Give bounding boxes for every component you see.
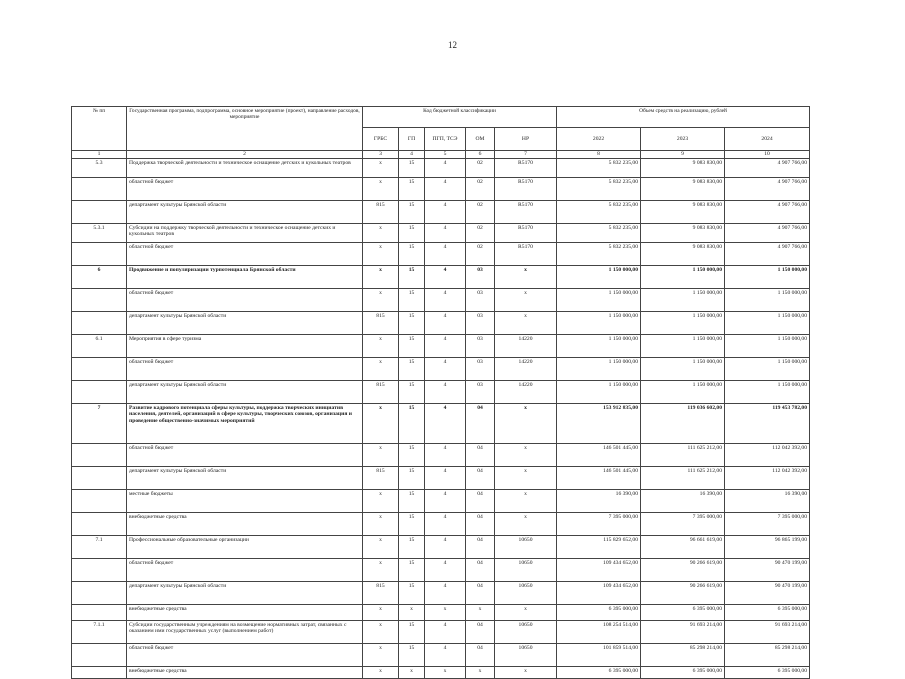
row-number	[72, 357, 127, 380]
col-number: 5	[425, 151, 466, 159]
code-nr: х	[495, 311, 557, 334]
row-number: 5.3.1	[72, 223, 127, 242]
row-number	[72, 242, 127, 265]
code-om: 04	[466, 489, 495, 512]
table-row	[72, 200, 810, 223]
header-row-1	[72, 107, 810, 128]
amount-2022: 109 434 652,00	[557, 581, 641, 604]
code-om: 02	[466, 223, 495, 242]
amount-2022: 7 395 000,00	[557, 512, 641, 535]
col-number: 8	[557, 151, 641, 159]
code-om: 02	[466, 200, 495, 223]
amount-2023: 9 083 830,00	[641, 200, 725, 223]
code-om: 04	[466, 535, 495, 558]
code-pgp: 4	[425, 223, 466, 242]
amount-2024: 119 453 782,00	[725, 403, 810, 443]
table-row	[72, 489, 810, 512]
amount-2024: 85 298 214,00	[725, 643, 810, 666]
code-pgp: 4	[425, 177, 466, 200]
code-nr: х	[495, 466, 557, 489]
code-gp: 15	[399, 158, 425, 177]
code-pgp: 4	[425, 512, 466, 535]
header-name: Государственная программа, подпрограмма, основное мероприятие (проект), направление расходов, мероприятие	[127, 107, 363, 151]
row-number: 6.1	[72, 334, 127, 357]
code-gp: 15	[399, 223, 425, 242]
code-gp: 15	[399, 403, 425, 443]
code-gp: 15	[399, 200, 425, 223]
amount-2024: 90 470 199,00	[725, 558, 810, 581]
amount-2023: 9 083 830,00	[641, 177, 725, 200]
code-gp: 15	[399, 288, 425, 311]
header-code-nr: НР	[495, 128, 557, 151]
row-number: 6	[72, 265, 127, 288]
code-pgp: 4	[425, 334, 466, 357]
code-grbs: х	[363, 403, 399, 443]
code-om: 02	[466, 242, 495, 265]
col-number: 9	[641, 151, 725, 159]
col-number: 10	[725, 151, 810, 159]
code-nr: 14220	[495, 380, 557, 403]
code-om: 02	[466, 158, 495, 177]
amount-2022: 5 832 235,00	[557, 158, 641, 177]
row-number	[72, 643, 127, 666]
amount-2024: 4 907 766,00	[725, 242, 810, 265]
row-name: внебюджетные средства	[127, 512, 363, 535]
row-number	[72, 177, 127, 200]
code-grbs: х	[363, 223, 399, 242]
code-gp: х	[399, 604, 425, 620]
amount-2023: 119 036 602,00	[641, 403, 725, 443]
row-name: департамент культуры Брянской области	[127, 200, 363, 223]
code-om: 03	[466, 334, 495, 357]
row-name: департамент культуры Брянской области	[127, 581, 363, 604]
amount-2022: 109 434 652,00	[557, 558, 641, 581]
code-pgp: х	[425, 666, 466, 678]
row-number	[72, 489, 127, 512]
table-row	[72, 357, 810, 380]
amount-2023: 9 083 830,00	[641, 158, 725, 177]
amount-2024: 7 395 000,00	[725, 512, 810, 535]
col-number: 7	[495, 151, 557, 159]
code-pgp: 4	[425, 643, 466, 666]
row-number: 5.3	[72, 158, 127, 177]
header-code-pgp: ПГП, ТСЭ	[425, 128, 466, 151]
code-nr: 10650	[495, 535, 557, 558]
code-grbs: 815	[363, 200, 399, 223]
code-nr: R5170	[495, 242, 557, 265]
code-grbs: х	[363, 512, 399, 535]
amount-2024: 4 907 766,00	[725, 223, 810, 242]
row-number	[72, 558, 127, 581]
amount-2024: 1 150 000,00	[725, 311, 810, 334]
amount-2022: 1 150 000,00	[557, 357, 641, 380]
col-number: 6	[466, 151, 495, 159]
code-grbs: х	[363, 666, 399, 678]
code-pgp: 4	[425, 380, 466, 403]
row-name: Профессиональные образовательные организации	[127, 535, 363, 558]
amount-2023: 1 150 000,00	[641, 357, 725, 380]
code-om: 04	[466, 466, 495, 489]
code-pgp: 4	[425, 311, 466, 334]
code-nr: 10650	[495, 581, 557, 604]
code-grbs: х	[363, 177, 399, 200]
code-nr: R5170	[495, 177, 557, 200]
row-number	[72, 512, 127, 535]
amount-2022: 101 859 514,00	[557, 643, 641, 666]
amount-2022: 5 832 235,00	[557, 200, 641, 223]
table-row	[72, 177, 810, 200]
code-gp: х	[399, 666, 425, 678]
code-grbs: х	[363, 265, 399, 288]
code-grbs: х	[363, 242, 399, 265]
amount-2022: 1 150 000,00	[557, 311, 641, 334]
amount-2023: 1 150 000,00	[641, 265, 725, 288]
amount-2023: 1 150 000,00	[641, 380, 725, 403]
amount-2023: 111 625 212,00	[641, 443, 725, 466]
amount-2024: 1 150 000,00	[725, 380, 810, 403]
amount-2022: 5 832 235,00	[557, 242, 641, 265]
row-number: 7.1	[72, 535, 127, 558]
table-row	[72, 288, 810, 311]
col-number: 3	[363, 151, 399, 159]
code-pgp: 4	[425, 288, 466, 311]
col-number: 4	[399, 151, 425, 159]
row-name: Развитие кадрового потенциала сферы культуры, поддержка творческих инициатив населения, деятелей, организаций в сфере культуры, творческих союзов, организация и проведение общественно-значимых мероприятий	[127, 403, 363, 443]
amount-2023: 1 150 000,00	[641, 334, 725, 357]
table-row	[72, 512, 810, 535]
amount-2022: 146 501 445,00	[557, 443, 641, 466]
table-row	[72, 403, 810, 443]
amount-2023: 9 083 830,00	[641, 223, 725, 242]
header-year-2024: 2024	[725, 128, 810, 151]
amount-2024: 6 395 000,00	[725, 666, 810, 678]
table-row	[72, 158, 810, 177]
code-grbs: х	[363, 604, 399, 620]
amount-2024: 4 907 766,00	[725, 158, 810, 177]
code-om: х	[466, 604, 495, 620]
code-pgp: 4	[425, 443, 466, 466]
code-grbs: х	[363, 558, 399, 581]
amount-2024: 90 470 199,00	[725, 581, 810, 604]
code-om: 03	[466, 357, 495, 380]
code-grbs: х	[363, 643, 399, 666]
code-gp: 15	[399, 466, 425, 489]
amount-2023: 6 395 000,00	[641, 666, 725, 678]
code-gp: 15	[399, 334, 425, 357]
code-grbs: х	[363, 357, 399, 380]
code-om: 04	[466, 403, 495, 443]
header-num: № пп	[72, 107, 127, 151]
row-name: внебюджетные средства	[127, 666, 363, 678]
code-pgp: 4	[425, 242, 466, 265]
amount-2023: 1 150 000,00	[641, 311, 725, 334]
amount-2022: 6 395 000,00	[557, 604, 641, 620]
amount-2022: 5 832 235,00	[557, 177, 641, 200]
amount-2023: 9 083 830,00	[641, 242, 725, 265]
code-pgp: 4	[425, 489, 466, 512]
table-row	[72, 604, 810, 620]
amount-2024: 1 150 000,00	[725, 265, 810, 288]
budget-table	[71, 106, 810, 679]
row-name: департамент культуры Брянской области	[127, 311, 363, 334]
amount-2024: 1 150 000,00	[725, 334, 810, 357]
table-row	[72, 311, 810, 334]
header-numbering-row	[72, 151, 810, 159]
code-grbs: х	[363, 334, 399, 357]
header-volume-group: Объем средств на реализацию, рублей	[557, 107, 810, 128]
row-number	[72, 443, 127, 466]
row-name: областной бюджет	[127, 357, 363, 380]
code-pgp: 4	[425, 403, 466, 443]
table-row	[72, 466, 810, 489]
col-number: 1	[72, 151, 127, 159]
row-name: областной бюджет	[127, 177, 363, 200]
code-om: 03	[466, 380, 495, 403]
header-code-grbs: ГРБС	[363, 128, 399, 151]
table-row	[72, 223, 810, 242]
code-pgp: 4	[425, 535, 466, 558]
row-name: областной бюджет	[127, 288, 363, 311]
code-nr: х	[495, 666, 557, 678]
table-row	[72, 581, 810, 604]
code-gp: 15	[399, 489, 425, 512]
code-nr: х	[495, 403, 557, 443]
code-gp: 15	[399, 558, 425, 581]
code-gp: 15	[399, 512, 425, 535]
code-om: х	[466, 666, 495, 678]
code-nr: х	[495, 512, 557, 535]
row-name: Мероприятия в сфере туризма	[127, 334, 363, 357]
amount-2024: 16 390,00	[725, 489, 810, 512]
header-code-group: Код бюджетной классификации	[363, 107, 557, 128]
amount-2022: 1 150 000,00	[557, 288, 641, 311]
code-om: 04	[466, 512, 495, 535]
row-name: Субсидии на поддержку творческой деятельности и техническое оснащение детских и кукольных театров	[127, 223, 363, 242]
code-grbs: х	[363, 489, 399, 512]
amount-2022: 6 395 000,00	[557, 666, 641, 678]
code-grbs: х	[363, 535, 399, 558]
amount-2023: 7 395 000,00	[641, 512, 725, 535]
code-nr: R5170	[495, 200, 557, 223]
code-nr: х	[495, 288, 557, 311]
row-number	[72, 666, 127, 678]
header-year-2022: 2022	[557, 128, 641, 151]
amount-2023: 1 150 000,00	[641, 288, 725, 311]
code-om: 04	[466, 443, 495, 466]
amount-2024: 112 042 392,00	[725, 466, 810, 489]
code-om: 02	[466, 177, 495, 200]
code-gp: 15	[399, 620, 425, 643]
code-pgp: х	[425, 604, 466, 620]
row-name: местные бюджеты	[127, 489, 363, 512]
amount-2022: 115 829 652,00	[557, 535, 641, 558]
amount-2022: 1 150 000,00	[557, 334, 641, 357]
code-om: 04	[466, 581, 495, 604]
row-name: внебюджетные средства	[127, 604, 363, 620]
row-name: областной бюджет	[127, 242, 363, 265]
table-row	[72, 558, 810, 581]
amount-2022: 5 832 235,00	[557, 223, 641, 242]
amount-2023: 6 395 000,00	[641, 604, 725, 620]
code-gp: 15	[399, 581, 425, 604]
code-grbs: х	[363, 443, 399, 466]
row-name: Субсидии государственным учреждениям на возмещение нормативных затрат, связанных с оказанием ими государственных услуг (выполнением работ)	[127, 620, 363, 643]
header-year-2023: 2023	[641, 128, 725, 151]
code-nr: 14220	[495, 357, 557, 380]
amount-2022: 1 150 000,00	[557, 380, 641, 403]
code-om: 04	[466, 620, 495, 643]
table-row	[72, 643, 810, 666]
amount-2024: 6 395 000,00	[725, 604, 810, 620]
row-number: 7	[72, 403, 127, 443]
code-grbs: 815	[363, 466, 399, 489]
code-pgp: 4	[425, 558, 466, 581]
code-gp: 15	[399, 242, 425, 265]
amount-2023: 85 298 214,00	[641, 643, 725, 666]
code-pgp: 4	[425, 357, 466, 380]
amount-2023: 91 693 214,00	[641, 620, 725, 643]
code-gp: 15	[399, 535, 425, 558]
code-gp: 15	[399, 311, 425, 334]
code-grbs: 815	[363, 380, 399, 403]
code-gp: 15	[399, 265, 425, 288]
row-name: департамент культуры Брянской области	[127, 380, 363, 403]
amount-2023: 16 390,00	[641, 489, 725, 512]
header-code-om: ОМ	[466, 128, 495, 151]
code-om: 04	[466, 643, 495, 666]
row-number	[72, 604, 127, 620]
code-gp: 15	[399, 177, 425, 200]
amount-2022: 108 254 514,00	[557, 620, 641, 643]
code-nr: R5170	[495, 223, 557, 242]
table-row	[72, 443, 810, 466]
amount-2022: 1 150 000,00	[557, 265, 641, 288]
amount-2023: 90 266 619,00	[641, 581, 725, 604]
code-grbs: х	[363, 620, 399, 643]
code-nr: 10650	[495, 620, 557, 643]
code-om: 04	[466, 558, 495, 581]
code-om: 03	[466, 311, 495, 334]
code-pgp: 4	[425, 265, 466, 288]
code-nr: 10650	[495, 643, 557, 666]
table-row	[72, 265, 810, 288]
amount-2024: 96 865 199,00	[725, 535, 810, 558]
code-gp: 15	[399, 380, 425, 403]
code-pgp: 4	[425, 466, 466, 489]
code-nr: х	[495, 604, 557, 620]
row-number	[72, 380, 127, 403]
code-gp: 15	[399, 643, 425, 666]
code-gp: 15	[399, 443, 425, 466]
code-nr: х	[495, 265, 557, 288]
row-name: департамент культуры Брянской области	[127, 466, 363, 489]
row-number	[72, 288, 127, 311]
code-nr: R5170	[495, 158, 557, 177]
code-nr: х	[495, 489, 557, 512]
col-number: 2	[127, 151, 363, 159]
code-nr: 10650	[495, 558, 557, 581]
code-pgp: 4	[425, 200, 466, 223]
row-name: Продвижение и популяризации турпотенциала Брянской области	[127, 265, 363, 288]
row-name: областной бюджет	[127, 643, 363, 666]
table-row	[72, 334, 810, 357]
table-row	[72, 380, 810, 403]
amount-2024: 112 042 392,00	[725, 443, 810, 466]
code-nr: х	[495, 443, 557, 466]
code-pgp: 4	[425, 620, 466, 643]
code-pgp: 4	[425, 581, 466, 604]
amount-2024: 4 907 766,00	[725, 177, 810, 200]
table-row	[72, 666, 810, 678]
code-pgp: 4	[425, 158, 466, 177]
table-row	[72, 242, 810, 265]
amount-2024: 1 150 000,00	[725, 357, 810, 380]
amount-2023: 90 266 619,00	[641, 558, 725, 581]
code-grbs: 815	[363, 311, 399, 334]
code-grbs: х	[363, 288, 399, 311]
code-om: 03	[466, 288, 495, 311]
amount-2024: 4 907 766,00	[725, 200, 810, 223]
row-number	[72, 466, 127, 489]
page-number: 12	[448, 40, 457, 50]
row-name: Поддержка творческой деятельности и техническое оснащение детских и кукольных театров	[127, 158, 363, 177]
amount-2023: 96 661 619,00	[641, 535, 725, 558]
row-number	[72, 581, 127, 604]
header-code-gp: ГП	[399, 128, 425, 151]
code-gp: 15	[399, 357, 425, 380]
row-number	[72, 311, 127, 334]
amount-2023: 111 625 212,00	[641, 466, 725, 489]
code-om: 03	[466, 265, 495, 288]
row-number	[72, 200, 127, 223]
code-grbs: 815	[363, 581, 399, 604]
row-name: областной бюджет	[127, 443, 363, 466]
code-nr: 14220	[495, 334, 557, 357]
amount-2022: 153 912 835,00	[557, 403, 641, 443]
code-grbs: х	[363, 158, 399, 177]
row-number: 7.1.1	[72, 620, 127, 643]
row-name: областной бюджет	[127, 558, 363, 581]
amount-2022: 146 501 445,00	[557, 466, 641, 489]
amount-2022: 16 390,00	[557, 489, 641, 512]
amount-2024: 91 693 214,00	[725, 620, 810, 643]
table-row	[72, 535, 810, 558]
amount-2024: 1 150 000,00	[725, 288, 810, 311]
